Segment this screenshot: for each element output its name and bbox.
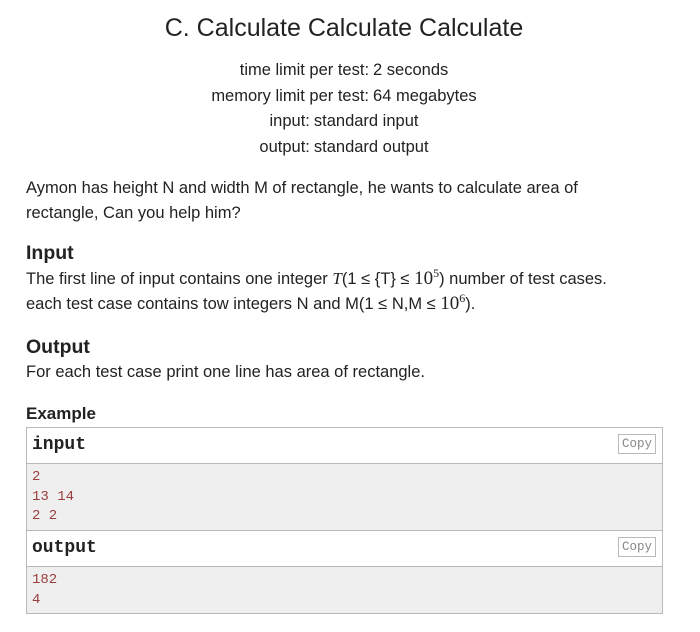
input-text-part: ).: [465, 294, 476, 313]
output-line: 182: [32, 572, 58, 588]
output-file-label: output:: [259, 137, 310, 156]
memory-limit-value: 64 megabytes: [373, 86, 477, 105]
output-section-text: For each test case print one line has area of rectangle.: [26, 363, 425, 381]
input-file-label: input:: [269, 112, 310, 131]
input-block-label: input: [32, 435, 87, 455]
math-power-base: 10: [414, 268, 434, 289]
time-limit-label: time limit per test:: [239, 61, 370, 79]
memory-limit-label: memory limit per test:: [211, 86, 370, 105]
sample-tests: [26, 427, 663, 614]
problem-title: C. Calculate Calculate Calculate: [164, 14, 524, 42]
output-file-row: [0, 135, 688, 161]
math-power-exponent: 6: [459, 290, 466, 305]
output-file-value: standard output: [313, 137, 429, 156]
input-line: 2 2: [32, 508, 58, 524]
input-file-row: [0, 109, 688, 135]
input-text-part: ) number of test cases.: [439, 270, 607, 288]
output-block-label: output: [32, 538, 97, 558]
output-line: 4: [32, 591, 41, 608]
time-limit-row: [0, 58, 688, 84]
input-block-body[interactable]: [27, 464, 662, 530]
input-text-part: each test case contains tow integers N and M(1 ≤ N,M ≤: [26, 294, 441, 313]
output-section-title: Output: [26, 336, 90, 358]
example-title: Example: [26, 404, 96, 423]
input-section-text: [26, 267, 666, 316]
output-block-body[interactable]: [27, 567, 662, 613]
problem-limits: [0, 58, 688, 160]
math-power-base: 10: [440, 292, 460, 314]
input-text-part: The first line of input contains one integer: [26, 270, 333, 288]
input-file-value: standard input: [313, 112, 419, 131]
input-text-part: (1 ≤ {T} ≤: [341, 270, 415, 288]
math-power-exponent: 5: [433, 266, 440, 280]
output-block-header: [27, 531, 662, 567]
input-line: 13 14: [32, 488, 75, 505]
input-block-header: [27, 428, 662, 464]
math-variable-t: T: [332, 269, 342, 288]
copy-output-button[interactable]: Copy: [618, 537, 656, 557]
copy-input-button[interactable]: Copy: [618, 434, 656, 454]
input-section-title: Input: [26, 242, 74, 264]
problem-legend: Aymon has height N and width M of rectangle, he wants to calculate area of rectangle, Can you help him?: [26, 179, 578, 222]
memory-limit-row: [0, 84, 688, 110]
time-limit-value: 2 seconds: [373, 61, 449, 79]
input-line: 2: [32, 469, 41, 485]
